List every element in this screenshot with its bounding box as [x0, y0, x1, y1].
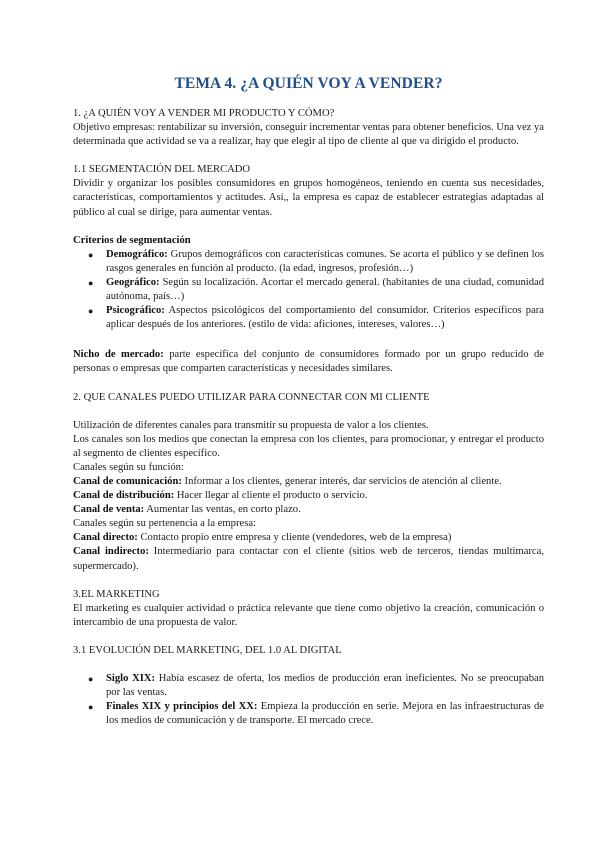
section-1-1-paragraph: Dividir y organizar los posibles consumidores en grupos homogéneos, teniendo en cuenta sus necesidades, características, comportamientos y actitudes. Así,, la empresa es capaz de establecer estrategias adaptadas al público al cual se dirige, para aumentar ventas.	[73, 178, 544, 218]
niche-paragraph: Nicho de mercado: parte específica del conjunto de consumidores formado por un grupo reducido de personas o empresas que comparten características y necesidades similares.	[73, 349, 544, 375]
list-item: ● Siglo XIX: Había escasez de oferta, los medios de producción eran ineficientes. No se preocupaban por las ventas.	[88, 673, 544, 699]
list-item: ● Finales XIX y principios del XX: Empieza la producción en serie. Mejora en las infraestructuras de los medios de comunicación y de transporte. El mercado crece.	[88, 701, 545, 727]
bullet-icon: ●	[88, 674, 94, 684]
bullet-icon: ●	[88, 306, 94, 317]
bullet-icon: ●	[88, 277, 94, 288]
criteria-heading: Criterios de segmentación	[73, 234, 191, 246]
criteria-list	[73, 248, 544, 333]
channel-item: Canal indirecto: Intermediario para contactar con el cliente (sitios web de terceros, tiendas multimarca, supermercado).	[73, 546, 544, 572]
channel-item: Canal de comunicación: Informar a los clientes, generar interés, dar servicios de atención al cliente.	[73, 475, 502, 487]
channel-item: Canal de venta: Aumentar las ventas, en corto plazo.	[73, 504, 301, 516]
section-3-paragraph: El marketing es cualquier actividad o práctica relevante que tiene como objetivo la creación, comunicación o intercambio de una propuesta de valor.	[73, 602, 544, 628]
bullet-icon: ●	[88, 249, 94, 260]
bullet-icon: ●	[88, 702, 94, 713]
list-item: ● Demográfico: Grupos demográficos con características comunes. Se acorta el público y se definen los rasgos generales en función al producto. (la edad, ingresos, profesión…)	[88, 248, 544, 274]
section-3-heading: 3.EL MARKETING	[73, 588, 160, 600]
section-2-paragraph: Canales según su función:	[73, 461, 184, 473]
section-2-paragraph: Canales según su pertenencia a la empresa:	[73, 518, 256, 530]
evolution-list	[73, 672, 544, 728]
section-1-heading: 1. ¿A QUIÉN VOY A VENDER MI PRODUCTO Y CÓMO?	[73, 108, 335, 119]
list-item: ● Psicográfico: Aspectos psicológicos del comportamiento del consumidor. Criterios específicos para aplicar después de los anteriores. (estilo de vida: aficiones, intereses, valores…)	[88, 305, 544, 331]
section-3-1-heading: 3.1 EVOLUCIÓN DEL MARKETING, DEL 1.0 AL DIGITAL	[73, 644, 342, 656]
section-2-paragraph: Utilización de diferentes canales para transmitir su propuesta de valor a los clientes.	[73, 419, 429, 431]
channel-item: Canal de distribución: Hacer llegar al cliente el producto o servicio.	[73, 490, 368, 502]
section-1-paragraph: Objetivo empresas: rentabilizar su inversión, conseguir incrementar ventas para obtener beneficios. Una vez ya determinada que actividad se va a realizar, hay que elegir al tipo de cliente al que va dirigido el producto.	[73, 122, 544, 148]
list-item: ● Geográfico: Según su localización. Acortar el mercado general. (habitantes de una ciudad, comunidad autónoma, país…)	[88, 276, 544, 303]
section-2-paragraph: Los canales son los medios que conectan la empresa con los clientes, para promocionar, y entregar el producto al segmento de clientes específico.	[73, 433, 544, 459]
section-1-1-heading: 1.1 SEGMENTACIÓN DEL MERCADO	[73, 164, 251, 176]
page-title: TEMA 4. ¿A QUIÉN VOY A VENDER?	[174, 75, 443, 92]
section-2-heading: 2. QUE CANALES PUEDO UTILIZAR PARA CONNECTAR CON MI CLIENTE	[73, 391, 430, 403]
channel-item: Canal directo: Contacto propio entre empresa y cliente (vendedores, web de la empresa)	[73, 532, 452, 544]
